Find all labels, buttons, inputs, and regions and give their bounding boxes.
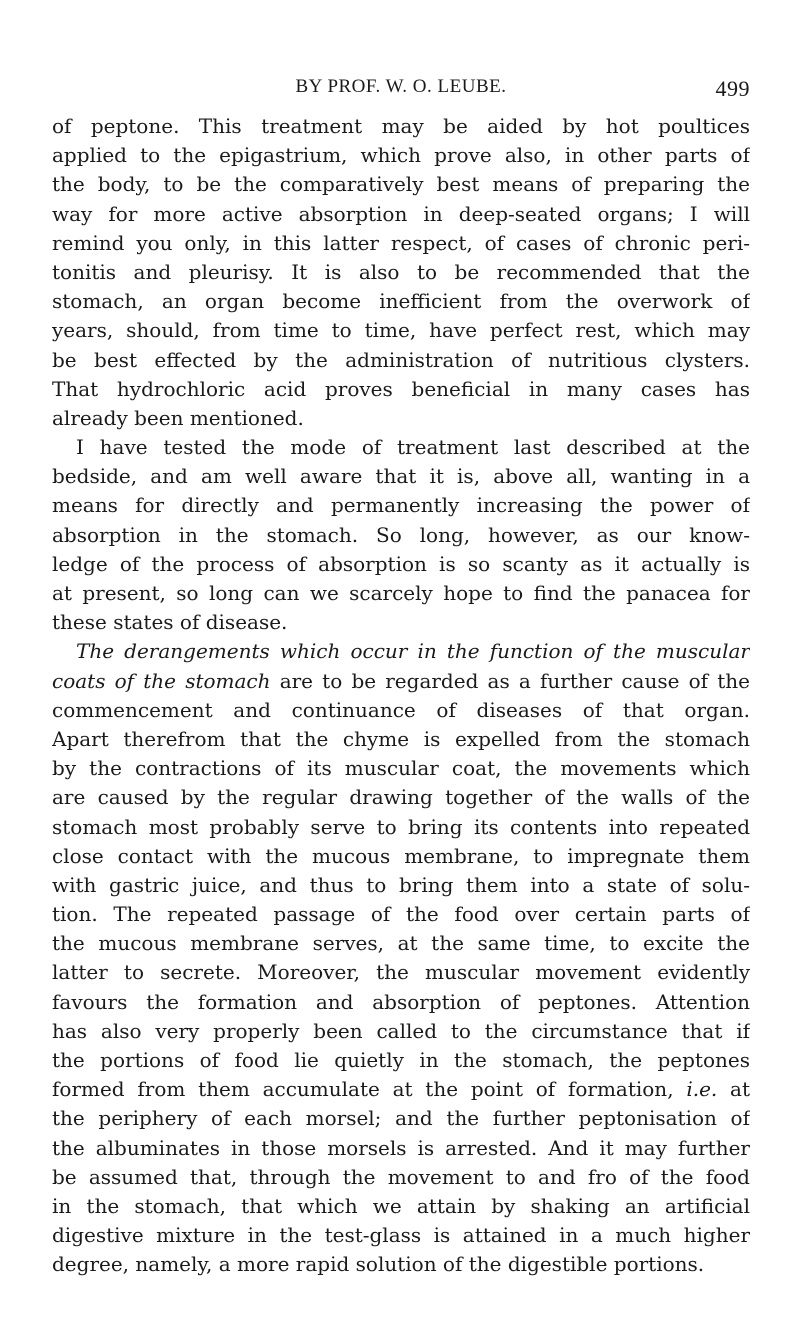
text-line: of peptone. This treatment may be aided by hot poultices [52, 114, 750, 138]
text-line: favours the formation and absorption of peptones. Attention [52, 989, 750, 1014]
text-line: the periphery of each morsel; and the further peptonisation of [52, 1106, 750, 1131]
text-line: latter to secrete. Moreover, the muscular movement evidently [52, 960, 750, 985]
text-line: by the contractions of its muscular coat, the movements which [52, 756, 750, 781]
text-line [52, 667, 750, 696]
text-run: formed from them accumulate at the point of formation, [52, 1077, 674, 1102]
text-line: be assumed that, through the movement to and fro of the food [52, 1164, 750, 1189]
text-line: the mucous membrane serves, at the same time, to excite the [52, 931, 750, 956]
text-line: Apart therefrom that the chyme is expelled from the stomach [52, 726, 750, 751]
text-line: means for directly and permanently increasing the power of [52, 493, 750, 518]
text-line: tion. The repeated passage of the food over certain parts of [52, 902, 750, 927]
text-line: in the stomach, that which we attain by shaking an artificial [52, 1193, 750, 1218]
text-line: digestive mixture in the test-glass is attained in a much higher [52, 1223, 750, 1248]
text-run: at [717, 1077, 750, 1102]
running-head [52, 76, 750, 102]
text-line: close contact with the mucous membrane, to impregnate them [52, 843, 750, 868]
text-line: the albuminates in those morsels is arrested. And it may further [52, 1135, 750, 1160]
text-line: I have tested the mode of treatment last described at the [76, 435, 750, 460]
text-line: these states of disease. [52, 610, 288, 635]
text-line: stomach, an organ become inefficient from the overwork of [52, 289, 750, 314]
text-line: The derangements which occur in the function of the muscular [76, 639, 750, 664]
text-line: applied to the epigastrium, which prove also, in other parts of [52, 143, 750, 168]
body-text [52, 112, 750, 1280]
text-line: with gastric juice, and thus to bring them into a state of solu- [52, 872, 750, 897]
text-line: remind you only, in this latter respect, of cases of chronic peri- [52, 230, 750, 255]
text-line: tonitis and pleurisy. It is also to be recommended that the [52, 259, 750, 284]
text-line: are caused by the regular drawing together of the walls of the [52, 785, 750, 810]
text-line: commencement and continuance of diseases of that organ. [52, 697, 750, 722]
text-line: stomach most probably serve to bring its contents into repeated [52, 814, 750, 839]
text-line: has also very properly been called to the circumstance that if [52, 1018, 750, 1043]
text-line: already been mentioned. [52, 405, 304, 430]
text-line [52, 1075, 750, 1104]
text-line: bedside, and am well aware that it is, above all, wanting in a [52, 464, 750, 489]
text-line: be best effected by the administration of nutritious clysters. [52, 347, 750, 372]
text-line: the body, to be the comparatively best means of preparing the [52, 172, 750, 197]
page-number: 499 [715, 76, 750, 101]
text-line: degree, namely, a more rapid solution of the digestible portions. [52, 1252, 705, 1277]
text-line: absorption in the stomach. So long, however, as our know- [52, 522, 750, 547]
text-line: the portions of food lie quietly in the stomach, the peptones [52, 1048, 750, 1072]
text-line: years, should, from time to time, have perfect rest, which may [52, 318, 750, 343]
italic-phrase: coats of the stomach [52, 668, 271, 693]
text-line: That hydrochloric acid proves beneficial in many cases has [52, 376, 750, 401]
text-line: at present, so long can we scarcely hope to find the panacea for [52, 581, 750, 605]
italic-abbrev: i.e. [686, 1077, 718, 1102]
text-line: way for more active absorption in deep-seated organs; I will [52, 201, 750, 226]
text-run: are to be regarded as a further cause of the [270, 668, 750, 693]
running-title: BY PROF. W. O. LEUBE. [295, 76, 507, 97]
text-line: ledge of the process of absorption is so scanty as it actually is [52, 551, 750, 576]
